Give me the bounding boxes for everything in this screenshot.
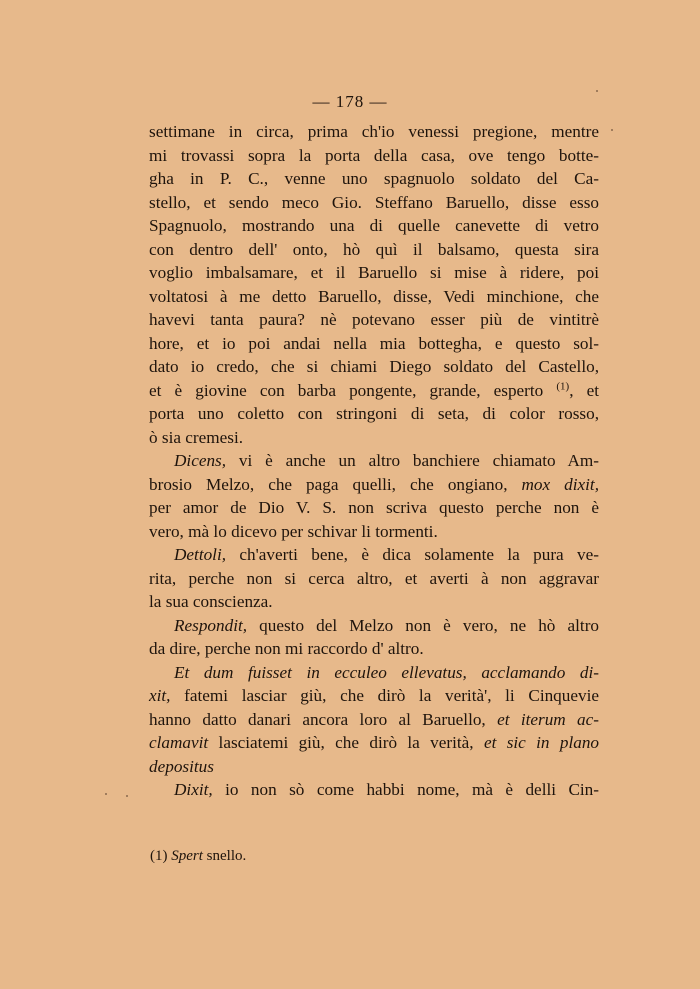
text-line (149, 684, 599, 708)
text-line: settimane in circa, prima ch'io venessi pregione, mentre (149, 122, 599, 141)
text-line: depositus (149, 756, 214, 776)
latin-term: et sic in plano (483, 733, 600, 752)
text-line (149, 731, 599, 755)
body-text (149, 120, 599, 802)
text-segment: lasciatemi giù, che dirò la verità, (218, 733, 474, 752)
text-segment: , et (569, 380, 600, 400)
text-line (149, 379, 599, 403)
text-segment: questo del Melzo non è vero, ne hò altro (259, 615, 600, 635)
text-line: la sua conscienza. (149, 592, 273, 611)
latin-term: Dixit, (174, 780, 213, 799)
text-line: mi trovassi sopra la porta della casa, ove tengo botte- (149, 145, 599, 165)
paper-speck (611, 129, 613, 131)
footnote-reference: (1) (556, 379, 570, 392)
latin-term: Dettoli, (174, 545, 227, 564)
text-line: ò sia cremesi. (149, 427, 244, 447)
latin-term: et iterum ac- (497, 709, 599, 729)
text-line: da dire, perche non mi raccordo d' altro. (149, 639, 424, 658)
text-line: havevi tanta paura? nè potevano esser più de vintitrè (149, 310, 599, 329)
latin-term: clamavit (149, 733, 209, 752)
text-line: con dentro dell' onto, hò quì il balsamo, questa sira (149, 239, 599, 259)
text-segment: ch'averti bene, è dica solamente la pura ve- (239, 545, 600, 564)
text-segment: io non sò come habbi nome, mà è delli Cin- (225, 780, 599, 799)
text-line: dato io credo, che si chiami Diego soldato del Castello, (149, 357, 599, 376)
text-segment: vi è anche un altro banchiere chiamato Am- (238, 451, 599, 470)
text-line: rita, perche non si cerca altro, et averti à non aggravar (149, 568, 599, 588)
text-line (149, 473, 599, 497)
text-line (149, 708, 599, 732)
text-line: vero, mà lo dicevo per schivar li tormenti. (149, 521, 438, 541)
text-line: porta uno coletto con stringoni di seta, di color rosso, (149, 404, 599, 423)
footnote (150, 848, 246, 865)
text-line: Et dum fuisset in ecculeo ellevatus, acclamando di- (174, 662, 599, 682)
latin-term: xit, (149, 686, 171, 705)
text-line (149, 778, 599, 802)
footnote-marker: (1) (150, 848, 168, 864)
latin-term: Dicens, (174, 451, 227, 470)
text-line: per amor de Dio V. S. non scriva questo perche non è (149, 498, 599, 517)
text-line (149, 449, 599, 473)
text-line (149, 543, 599, 567)
text-line: voglio imbalsamare, et il Baruello si mise à ridere, poi (149, 263, 599, 282)
text-segment: fatemi lasciar giù, che dirò la verità', li Cinquevie (184, 686, 600, 705)
text-line: voltatosi à me detto Baruello, disse, Vedi minchione, che (149, 286, 599, 306)
text-line: stello, et sendo meco Gio. Steffano Baruello, disse esso (149, 192, 599, 212)
latin-term: Respondit, (174, 615, 248, 635)
footnote-term: Spert (171, 848, 203, 864)
page-number: — 178 — (312, 92, 388, 111)
text-segment: brosio Melzo, che paga quelli, che ongiano, (149, 474, 508, 494)
text-line: gha in P. C., venne uno spagnuolo soldato del Ca- (149, 169, 599, 188)
latin-term: mox dixit, (521, 474, 600, 494)
text-line: hore, et io poi andai nella mia bottegha, e questo sol- (149, 333, 599, 353)
text-line: Spagnuolo, mostrando una di quelle canevette di vetro (149, 216, 599, 235)
paper-speck (105, 793, 107, 795)
text-segment: et è giovine con barba pongente, grande, esperto (149, 380, 544, 400)
text-line (149, 614, 599, 638)
footnote-gloss: snello. (206, 848, 247, 864)
text-segment: hanno datto danari ancora loro al Baruello, (149, 709, 486, 729)
paper-speck (596, 90, 598, 92)
paper-speck (126, 795, 128, 797)
